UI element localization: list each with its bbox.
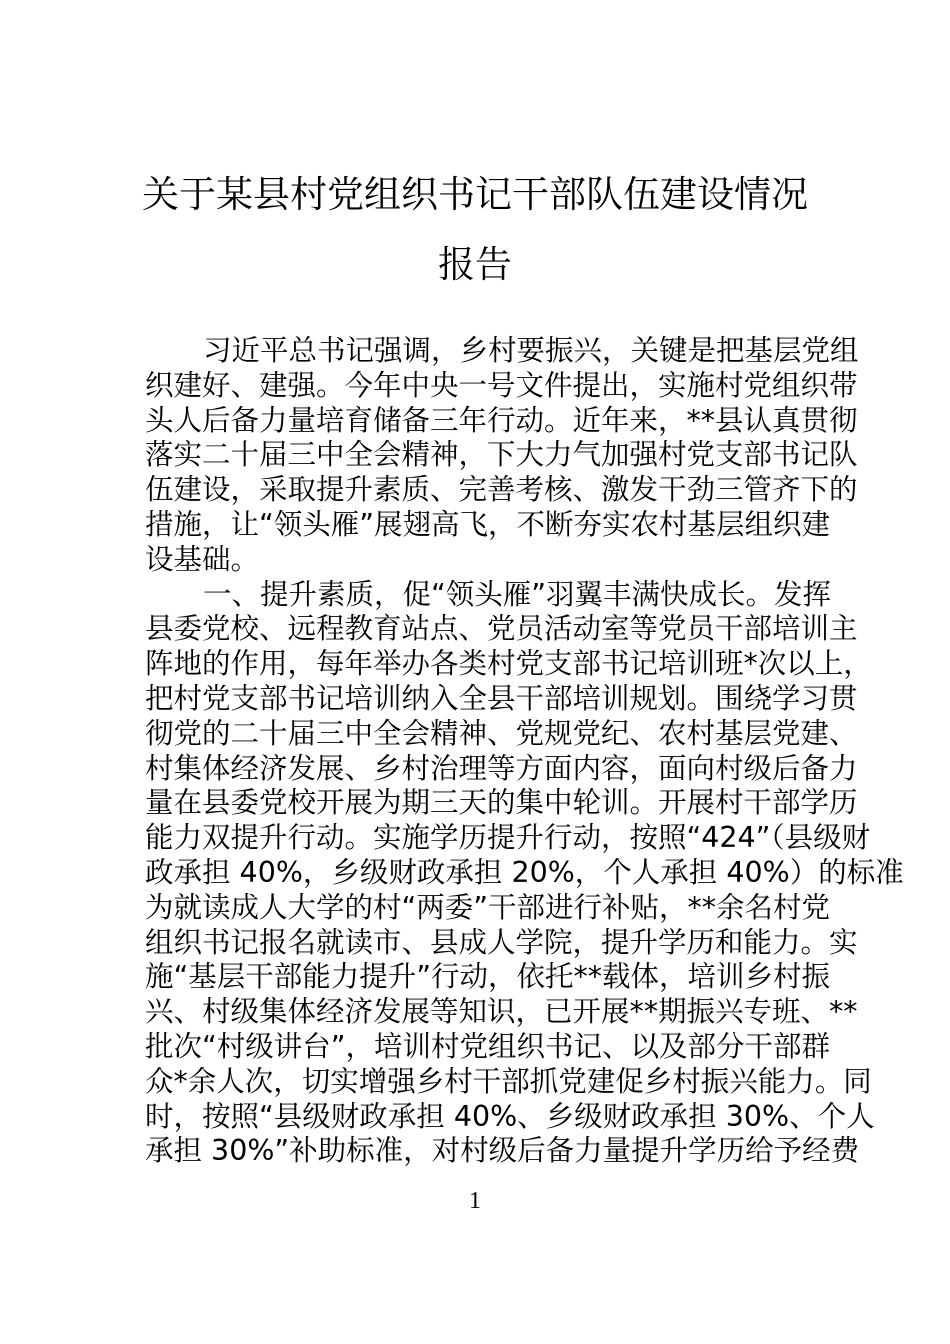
paragraph-line: 能力双提升行动。实施学历提升行动，按照“424”（县级财 <box>145 821 871 855</box>
paragraph-line: 措施，让“领头雁”展翅高飞，不断夯实农村基层组织建 <box>145 507 831 541</box>
paragraph-line: 把村党支部书记培训纳入全县干部培训规划。围绕学习贯 <box>145 681 858 715</box>
document-title-line-2: 报告 <box>438 243 512 286</box>
paragraph-line: 头人后备力量培育储备三年行动。近年来，**县认真贯彻 <box>145 403 858 437</box>
paragraph-line: 批次“村级讲台”，培训村党组织书记、以及部分干部群 <box>145 1029 831 1063</box>
paragraph-line: 组织书记报名就读市、县成人学院，提升学历和能力。实 <box>145 925 858 959</box>
paragraph-line: 习近平总书记强调，乡村要振兴，关键是把基层党组 <box>203 334 859 367</box>
paragraph-line: 织建好、建强。今年中央一号文件提出，实施村党组织带 <box>145 368 858 402</box>
paragraph-line: 村集体经济发展、乡村治理等方面内容，面向村级后备力 <box>145 751 858 785</box>
paragraph <box>145 334 859 578</box>
paragraph-line: 众*余人次，切实增强乡村干部抓党建促乡村振兴能力。同 <box>145 1064 872 1098</box>
paragraph-line: 一、提升素质，促“领头雁”羽翼丰满快成长。发挥 <box>203 577 832 611</box>
paragraph <box>145 577 904 1170</box>
paragraph-line: 政承担 40%，乡级财政承担 20%，个人承担 40%）的标准 <box>145 855 904 889</box>
paragraph-line: 兴、村级集体经济发展等知识，已开展**期振兴专班、** <box>145 995 858 1029</box>
page-number: 1 <box>469 1188 481 1214</box>
paragraph-line: 伍建设，采取提升素质、完善考核、激发干劲三管齐下的 <box>145 473 858 507</box>
paragraph-line: 量在县委党校开展为期三天的集中轮训。开展村干部学历 <box>145 786 858 820</box>
paragraph-line: 落实二十届三中全会精神，下大力气加强村党支部书记队 <box>145 438 858 472</box>
document-body <box>145 334 904 1169</box>
paragraph-line: 设基础。 <box>145 542 260 576</box>
paragraph-line: 阵地的作用，每年举办各类村党支部书记培训班*次以上， <box>145 647 872 681</box>
paragraph-line: 为就读成人大学的村“两委”干部进行补贴，**余名村党 <box>145 890 831 924</box>
paragraph-line: 彻党的二十届三中全会精神、党规党纪、农村基层党建、 <box>145 716 858 750</box>
paragraph-line: 施“基层干部能力提升”行动，依托**载体，培训乡村振 <box>145 960 831 994</box>
paragraph-line: 承担 30%”补助标准，对村级后备力量提升学历给予经费 <box>145 1134 860 1168</box>
paragraph-line: 县委党校、远程教育站点、党员活动室等党员干部培训主 <box>145 612 858 646</box>
paragraph-line: 时，按照“县级财政承担 40%、乡级财政承担 30%、个人 <box>145 1099 875 1133</box>
document-title-line-1: 关于某县村党组织书记干部队伍建设情况 <box>142 173 808 216</box>
